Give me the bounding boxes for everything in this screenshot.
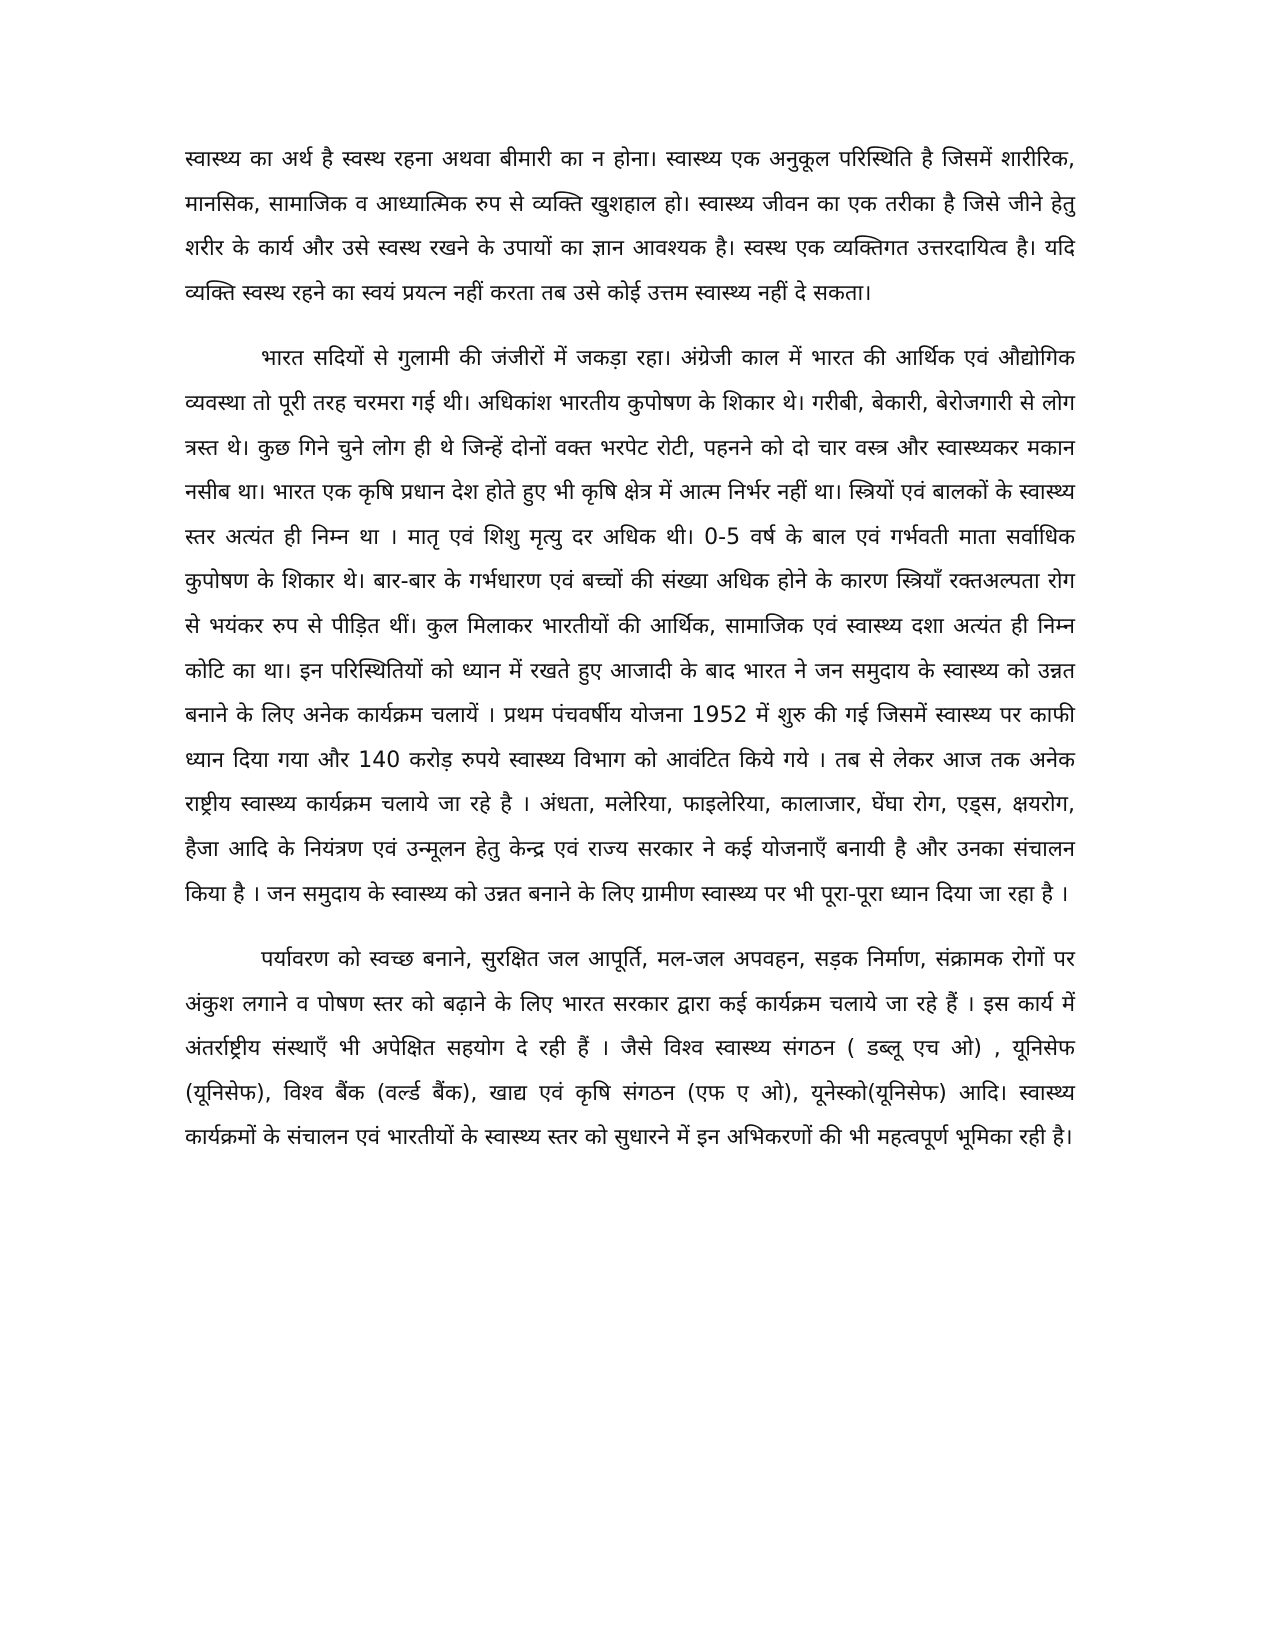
body-text <box>185 138 1075 1161</box>
paragraph-india-history: भारत सदियों से गुलामी की जंजीरों में जकड़ा रहा। अंग्रेजी काल में भारत की आर्थिक एवं औद्योगिक व्यवस्था तो पूरी तरह चरमरा गई थी। अधिकांश भारतीय कुपोषण के शिकार थे। गरीबी, बेकारी, बेरोजगारी से लोग त्रस्त थे। कुछ गिने चुने लोग ही थे जिन्हें दोनों वक्त भरपेट रोटी, पहनने को दो चार वस्त्र और स्वास्थ्यकर मकान नसीब था। भारत एक कृषि प्रधान देश होते हुए भी कृषि क्षेत्र में आत्म निर्भर नहीं था। स्त्रियों एवं बालकों के स्वास्थ्य स्तर अत्यंत ही निम्न था । मातृ एवं शिशु मृत्यु दर अधिक थी। 0-5 वर्ष के बाल एवं गर्भवती माता सर्वाधिक कुपोषण के शिकार थे। बार-बार के गर्भधारण एवं बच्चों की संख्या अधिक होने के कारण स्त्रियाँ रक्तअल्पता रोग से भयंकर रुप से पीड़ित थीं। कुल मिलाकर भारतीयों की आर्थिक, सामाजिक एवं स्वास्थ्य दशा अत्यंत ही निम्न कोटि का था। इन परिस्थितियों को ध्यान में रखते हुए आजादी के बाद भारत ने जन समुदाय के स्वास्थ्य को उन्नत बनाने के लिए अनेक कार्यक्रम चलायें । प्रथम पंचवर्षीय योजना 1952 में शुरु की गई जिसमें स्वास्थ्य पर काफी ध्यान दिया गया और 140 करोड़ रुपये स्वास्थ्य विभाग को आवंटित किये गये । तब से लेकर आज तक अनेक राष्ट्रीय स्वास्थ्य कार्यक्रम चलाये जा रहे है । अंधता, मलेरिया, फाइलेरिया, कालाजार, घेंघा रोग, एड्स, क्षयरोग, हैजा आदि के नियंत्रण एवं उन्मूलन हेतु केन्द्र एवं राज्य सरकार ने कई योजनाएँ बनायी है और उनका संचालन किया है । जन समुदाय के स्वास्थ्य को उन्नत बनाने के लिए ग्रामीण स्वास्थ्य पर भी पूरा-पूरा ध्यान दिया जा रहा है । <box>185 346 1075 907</box>
paragraph-programs: पर्यावरण को स्वच्छ बनाने, सुरक्षित जल आपूर्ति, मल-जल अपवहन, सड़क निर्माण, संक्रामक रोगों पर अंकुश लगाने व पोषण स्तर को बढ़ाने के लिए भारत सरकार द्वारा कई कार्यक्रम चलाये जा रहे हैं । इस कार्य में अंतर्राष्ट्रीय संस्थाएँ भी अपेक्षित सहयोग दे रही हैं । जैसे विश्व स्वास्थ्य संगठन ( डब्लू एच ओ) , यूनिसेफ (यूनिसेफ), विश्व बैंक (वर्ल्ड बैंक), खाद्य एवं कृषि संगठन (एफ ए ओ), यूनेस्को(यूनिसेफ) आदि। स्वास्थ्य कार्यक्रमों के संचालन एवं भारतीयों के स्वास्थ्य स्तर को सुधारने में इन अभिकरणों की भी महत्वपूर्ण भूमिका रही है। <box>185 947 1075 1151</box>
paragraph-health-definition: स्वास्थ्य का अर्थ है स्वस्थ रहना अथवा बीमारी का न होना। स्वास्थ्य एक अनुकूल परिस्थिति है जिसमें शारीरिक, मानसिक, सामाजिक व आध्यात्मिक रुप से व्यक्ति खुशहाल हो। स्वास्थ्य जीवन का एक तरीका है जिसे जीने हेतु शरीर के कार्य और उसे स्वस्थ रखने के उपायों का ज्ञान आवश्यक है। स्वस्थ एक व्यक्तिगत उत्तरदायित्व है। यदि व्यक्ति स्वस्थ रहने का स्वयं प्रयत्न नहीं करता तब उसे कोई उत्तम स्वास्थ्य नहीं दे सकता। <box>185 147 1075 306</box>
